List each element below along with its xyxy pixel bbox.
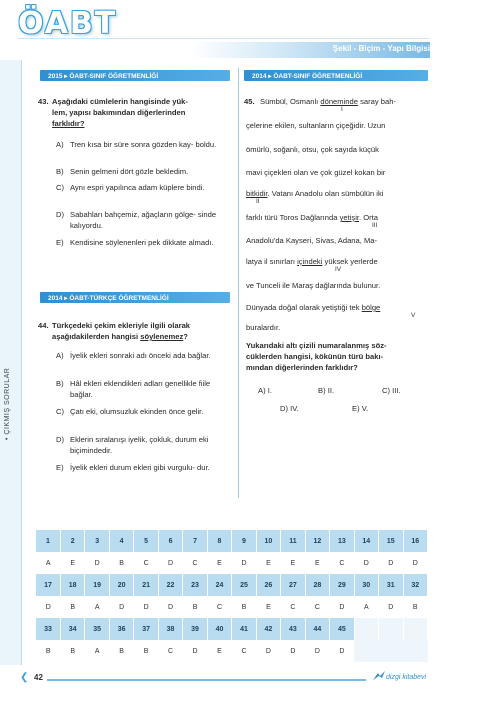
answer-key-number: 10 <box>256 530 280 552</box>
answer-key-answer: A <box>85 640 109 662</box>
answer-key-answer: D <box>158 552 182 574</box>
answer-key-answer: C <box>232 640 256 662</box>
answer-key-table <box>36 530 428 662</box>
answer-key-number: 25 <box>232 574 256 596</box>
answer-key-number: 41 <box>232 618 256 640</box>
answer-key-number: 5 <box>134 530 158 552</box>
answer-key-answer: D <box>183 640 207 662</box>
answer-key-answer: E <box>256 596 280 618</box>
answer-key-answer: A <box>85 596 109 618</box>
answer-key-number: 45 <box>330 618 354 640</box>
option-44-c[interactable]: C) Çatı eki, olumsuzluk ekinden önce gelir. <box>56 407 204 416</box>
passage-line: çelerine ekilen, sultanların çiçeğidir. Uzun <box>246 121 386 130</box>
column-divider <box>238 68 239 498</box>
option-43-a[interactable]: A) Tren kısa bir süre sonra gözden kay- boldu. <box>56 140 217 149</box>
answer-key-number: 11 <box>281 530 305 552</box>
answer-key-number: 34 <box>60 618 84 640</box>
answer-key-answer: B <box>60 640 84 662</box>
option-45-d[interactable]: D) IV. <box>280 404 299 413</box>
passage-line: ömürlü, soğanlı, otsu, çok sayıda küçük <box>246 145 379 154</box>
answer-key-number: 9 <box>232 530 256 552</box>
answer-key-answer: B <box>36 640 60 662</box>
option-43-d[interactable]: D) Sabahları bahçemiz, ağaçların gölge- sinde kalıyordu. <box>56 210 217 230</box>
answer-key-number: 19 <box>85 574 109 596</box>
footer-rule <box>36 679 366 681</box>
answer-key-answer: B <box>134 640 158 662</box>
answer-key-answer: C <box>305 596 329 618</box>
section-tag-2014-turkce: 2014 ▸ ÖABT-TÜRKÇE ÖĞRETMENLİĞİ <box>40 292 230 303</box>
answer-key-number: 26 <box>256 574 280 596</box>
section-tag-2014-sinif: 2014 ▸ ÖABT-SINIF ÖĞRETMENLİĞİ <box>244 70 428 81</box>
passage-line: mavi çiçekleri olan ve çok güzel kokan bir <box>246 168 386 177</box>
answer-key-number: 8 <box>207 530 231 552</box>
answer-key-number: 24 <box>207 574 231 596</box>
answer-key-number: 22 <box>158 574 182 596</box>
answer-key-number: 23 <box>183 574 207 596</box>
answer-key-answer: D <box>379 552 403 574</box>
answer-key-number: 40 <box>207 618 231 640</box>
answer-key-answer-row <box>36 596 428 618</box>
answer-key-number: 6 <box>158 530 182 552</box>
answer-key-answer: C <box>134 552 158 574</box>
option-45-e[interactable]: E) V. <box>352 404 369 413</box>
answer-key-number: 2 <box>60 530 84 552</box>
answer-key-number: 20 <box>109 574 133 596</box>
answer-key-answer: D <box>281 640 305 662</box>
answer-key-answer: D <box>232 552 256 574</box>
answer-key-number: 18 <box>60 574 84 596</box>
answer-key-number: 27 <box>281 574 305 596</box>
page-number: 42 <box>30 673 47 682</box>
answer-key-answer-row <box>36 552 428 574</box>
answer-key-answer: D <box>256 640 280 662</box>
answer-key-answer <box>403 640 427 662</box>
answer-key-answer: D <box>158 596 182 618</box>
option-43-e[interactable]: E) Kendisine söylenenleri pek dikkate almadı. <box>56 238 214 247</box>
subject-title: Şekil - Biçim - Yapı Bilgisi <box>332 44 430 53</box>
answer-key-number: 36 <box>109 618 133 640</box>
option-45-c[interactable]: C) III. <box>382 386 401 395</box>
question-number: 44. <box>38 321 49 330</box>
question-stem-line: aşağıdakilerden hangisi söylenemez? <box>52 332 188 341</box>
brand-logo-icon <box>372 670 386 682</box>
answer-key-answer: B <box>109 640 133 662</box>
option-44-e[interactable]: E) İyelik ekleri durum ekleri gibi vurgulu- dur. <box>56 463 210 472</box>
roman-numeral: V <box>411 312 416 319</box>
answer-key-number: 29 <box>330 574 354 596</box>
answer-key-answer-row <box>36 640 428 662</box>
passage-line: ve Tunceli ile Maraş dağlarında bulunur. <box>246 281 381 290</box>
passage-line: Sümbül, Osmanlı döneminde saray bah- <box>260 97 396 106</box>
answer-key-number <box>379 618 403 640</box>
answer-key-number: 21 <box>134 574 158 596</box>
answer-key-number: 42 <box>256 618 280 640</box>
answer-key-number <box>354 618 378 640</box>
option-45-a[interactable]: A) I. <box>258 386 272 395</box>
answer-key-number: 38 <box>158 618 182 640</box>
answer-key-answer <box>354 640 378 662</box>
answer-key-answer: D <box>330 640 354 662</box>
answer-key-number: 30 <box>354 574 378 596</box>
answer-key-number <box>403 618 427 640</box>
option-43-c[interactable]: C) Aynı espri yapılınca adam küplere bindi. <box>56 183 205 192</box>
option-44-b[interactable]: B) Hâl ekleri eklendikleri adları genellikle fiile bağlar. <box>56 379 211 399</box>
answer-key-number: 15 <box>379 530 403 552</box>
passage-line: Dünyada doğal olarak yetiştiği tek bölge <box>246 303 381 312</box>
answer-key-number: 33 <box>36 618 60 640</box>
answer-key-number: 32 <box>403 574 427 596</box>
answer-key-answer: D <box>134 596 158 618</box>
answer-key-number: 35 <box>85 618 109 640</box>
answer-key-answer: B <box>183 596 207 618</box>
answer-key-number: 4 <box>109 530 133 552</box>
passage-line: buralardır. <box>246 323 281 332</box>
roman-numeral: I <box>341 106 343 113</box>
option-43-b[interactable]: B) Senin gelmeni dört gözle bekledim. <box>56 167 189 176</box>
roman-numeral: IV <box>335 266 342 273</box>
answer-key-number: 3 <box>85 530 109 552</box>
answer-key-number: 43 <box>281 618 305 640</box>
side-strip <box>0 60 22 665</box>
answer-key-number-row <box>36 574 428 596</box>
answer-key-number-row <box>36 530 428 552</box>
answer-key-number: 1 <box>36 530 60 552</box>
answer-key-answer: E <box>305 552 329 574</box>
answer-key-answer: B <box>403 596 427 618</box>
answer-key-answer: D <box>379 596 403 618</box>
answer-key-answer: B <box>109 552 133 574</box>
question-43 <box>38 96 234 129</box>
answer-key-answer: E <box>207 640 231 662</box>
option-45-b[interactable]: B) II. <box>318 386 335 395</box>
answer-key-number: 39 <box>183 618 207 640</box>
answer-key-answer: C <box>281 596 305 618</box>
question-stem-line: farklıdır? <box>52 119 85 128</box>
answer-key-answer: A <box>354 596 378 618</box>
page-arrow-icon: ❮ <box>20 672 29 683</box>
question-number: 45. <box>244 97 255 106</box>
question-stem-line: lem, yapısı bakımından diğerlerinden <box>52 108 186 117</box>
answer-key-answer: B <box>60 596 84 618</box>
answer-key-answer: C <box>330 552 354 574</box>
answer-key-number: 44 <box>305 618 329 640</box>
answer-key-number: 37 <box>134 618 158 640</box>
question-45-stem: Yukarıdaki altı çizili numaralanmış söz- cüklerden hangisi, kökünün türü bakı- mından diğerlerinden farklıdır? <box>246 341 387 372</box>
passage-line: farklı türü Toros Dağlarında yetişir. Orta <box>246 213 378 222</box>
answer-key-number: 16 <box>403 530 427 552</box>
roman-numeral: III <box>372 222 378 229</box>
answer-key-number: 28 <box>305 574 329 596</box>
answer-key-number: 13 <box>330 530 354 552</box>
passage-line: bitkidir. Vatanı Anadolu olan sümbülün iki <box>246 189 384 198</box>
answer-key-answer: E <box>281 552 305 574</box>
section-tag-2015-sinif: 2015 ▸ ÖABT-SINIF ÖĞRETMENLİĞİ <box>40 70 230 81</box>
answer-key-number: 7 <box>183 530 207 552</box>
option-44-d[interactable]: D) Eklerin sıralanışı iyelik, çokluk, durum eki biçimindedir. <box>56 435 209 455</box>
answer-key-number: 12 <box>305 530 329 552</box>
publisher-brand: dizgi kitabevi <box>386 674 427 681</box>
answer-key-answer <box>379 640 403 662</box>
passage-line: latya il sınırları içindeki yüksek yerlerde <box>246 257 378 266</box>
answer-key-answer: C <box>158 640 182 662</box>
question-44 <box>38 320 234 342</box>
answer-key-number-row <box>36 618 428 640</box>
answer-key-answer: C <box>207 596 231 618</box>
answer-key-number: 17 <box>36 574 60 596</box>
answer-key-answer: D <box>85 552 109 574</box>
answer-key-answer: D <box>305 640 329 662</box>
answer-key-answer: E <box>256 552 280 574</box>
side-label: • ÇIKMIŞ SORULAR <box>4 367 11 440</box>
passage-line: Anadolu'da Kayseri, Sivas, Adana, Ma- <box>246 236 378 245</box>
roman-numeral: II <box>256 198 260 205</box>
answer-key-answer: A <box>36 552 60 574</box>
option-44-a[interactable]: A) İyelik ekleri sonraki adı önceki ada bağlar. <box>56 351 211 360</box>
answer-key-answer: E <box>60 552 84 574</box>
question-number: 43. <box>38 97 49 106</box>
question-stem-line: Türkçedeki çekim ekleriyle ilgili olarak <box>52 321 191 330</box>
answer-key-answer: B <box>232 596 256 618</box>
answer-key-answer: D <box>109 596 133 618</box>
answer-key-answer: D <box>403 552 427 574</box>
answer-key-answer: E <box>207 552 231 574</box>
answer-key-number: 31 <box>379 574 403 596</box>
answer-key-number: 14 <box>354 530 378 552</box>
question-stem-line: Aşağıdaki cümlelerin hangisinde yük- <box>52 97 188 106</box>
answer-key-answer: C <box>183 552 207 574</box>
oabt-logo: ÖABT <box>18 6 118 41</box>
answer-key-answer: D <box>330 596 354 618</box>
answer-key-answer: D <box>36 596 60 618</box>
answer-key-answer: D <box>354 552 378 574</box>
